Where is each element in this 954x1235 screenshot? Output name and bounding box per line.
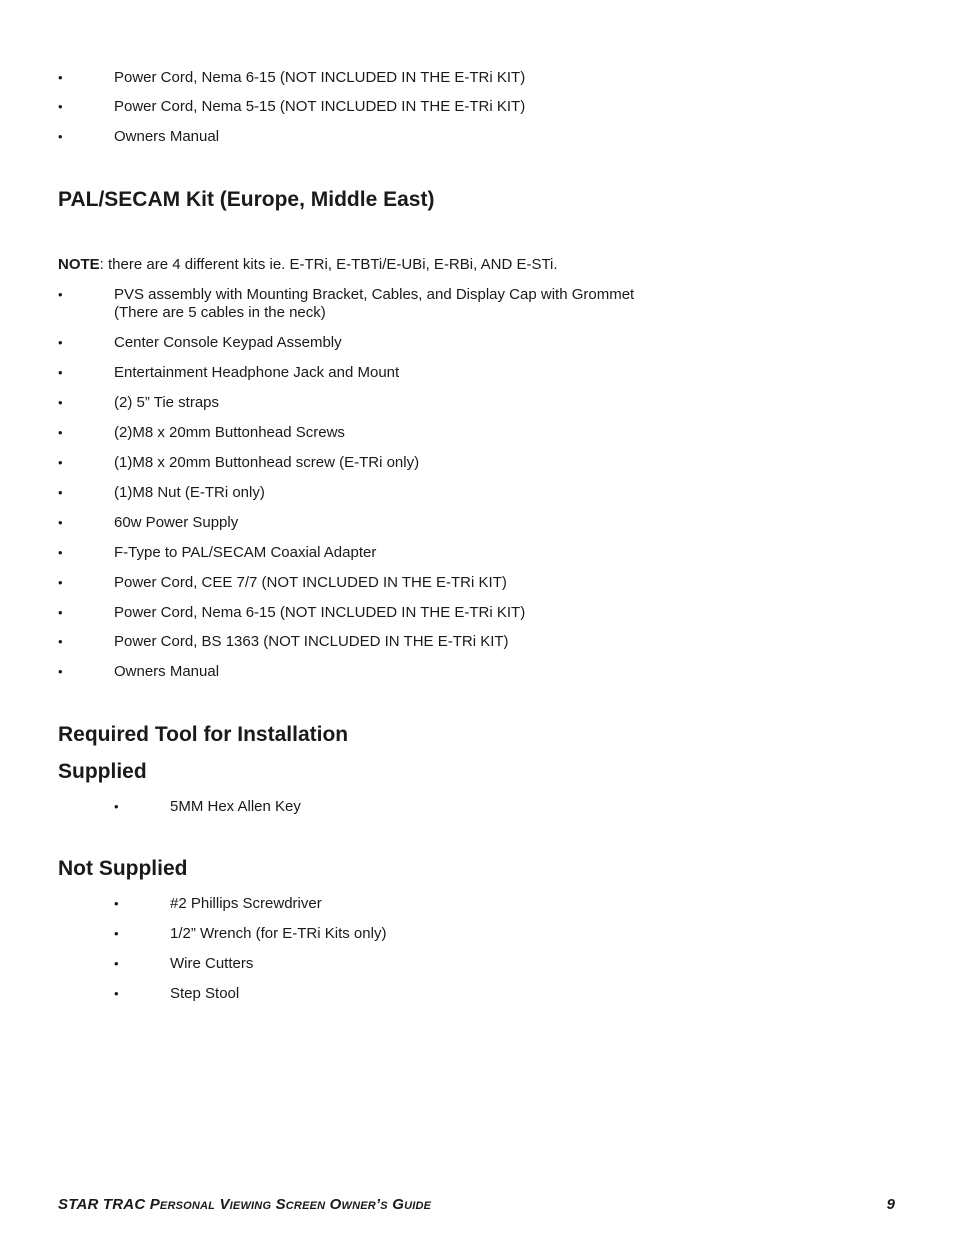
list-item-text: Center Console Keypad Assembly [114,334,342,351]
bullet: • [114,799,119,814]
list-item-text: (1)M8 Nut (E-TRi only) [114,484,265,501]
list-item-text: Owners Manual [114,128,220,145]
bullet: • [58,129,63,144]
bullet: • [58,664,63,679]
list-item-text: Power Cord, BS 1363 (NOT INCLUDED IN THE E-TRi KIT) [114,633,509,650]
list-item-text: Entertainment Headphone Jack and Mount [114,364,400,381]
bullet: • [58,634,63,649]
page-number: 9 [886,1196,895,1213]
list-item-text: Power Cord, CEE 7/7 (NOT INCLUDED IN THE E-TRi KIT) [114,574,507,591]
supplied-heading: Supplied [58,760,147,783]
list-item-text: Wire Cutters [170,955,254,972]
bullet: • [114,926,119,941]
note-text: : there are 4 different kits ie. E-TRi, E-TBTi/E-UBi, E-RBi, AND E-STi. [99,256,558,273]
bullet: • [58,455,63,470]
bullet: • [58,575,63,590]
bullet: • [58,395,63,410]
bullet: • [114,986,119,1001]
kits-note [58,256,558,274]
bullet: • [58,545,63,560]
list-item-text: 60w Power Supply [114,514,239,531]
pal-secam-heading: PAL/SECAM Kit (Europe, Middle East) [58,188,435,211]
list-item-text: 1/2” Wrench (for E-TRi Kits only) [170,925,387,942]
list-item-text: Power Cord, Nema 6-15 (NOT INCLUDED IN THE E-TRi KIT) [114,69,526,86]
list-item-text: (2)M8 x 20mm Buttonhead Screws [114,424,345,441]
list-item-text: (1)M8 x 20mm Buttonhead screw (E-TRi only) [114,454,420,471]
bullet: • [58,365,63,380]
list-item-text: #2 Phillips Screwdriver [170,895,322,912]
list-item-text: F-Type to PAL/SECAM Coaxial Adapter [114,544,377,561]
list-item-text: (2) 5” Tie straps [114,394,220,411]
list-item-text: PVS assembly with Mounting Bracket, Cables, and Display Cap with Grommet [114,286,635,303]
bullet: • [58,335,63,350]
note-label: NOTE [58,256,100,273]
bullet: • [114,896,119,911]
bullet: • [114,956,119,971]
list-item-text: Power Cord, Nema 5-15 (NOT INCLUDED IN THE E-TRi KIT) [114,98,526,115]
bullet: • [58,70,63,85]
list-item-text: Step Stool [170,985,240,1002]
bullet: • [58,605,63,620]
list-item-text: Power Cord, Nema 6-15 (NOT INCLUDED IN THE E-TRi KIT) [114,604,526,621]
bullet: • [58,99,63,114]
footer-title: STAR TRAC Personal Viewing Screen Owner’s Guide [58,1196,432,1213]
not-supplied-heading: Not Supplied [58,857,188,880]
required-tools-heading: Required Tool for Installation [58,723,349,746]
list-item-subline: (There are 5 cables in the neck) [114,304,326,321]
bullet: • [58,515,63,530]
bullet: • [58,287,63,302]
list-item-text: Owners Manual [114,663,220,680]
list-item-text: 5MM Hex Allen Key [170,798,301,815]
bullet: • [58,485,63,500]
bullet: • [58,425,63,440]
